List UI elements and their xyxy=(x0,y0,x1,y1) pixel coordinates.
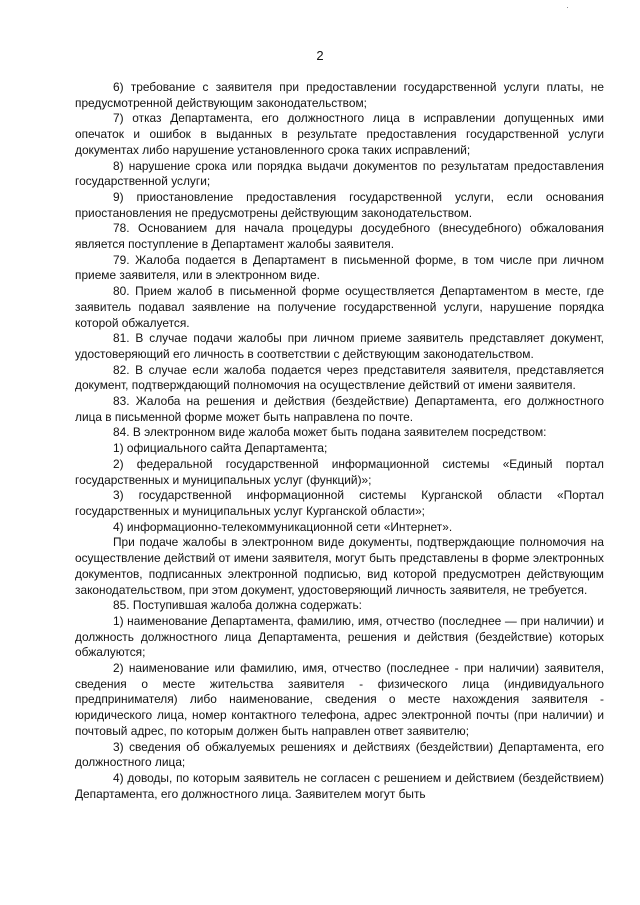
paragraph: При подаче жалобы в электронном виде документы, подтверждающие полномочия на осуществление действий от имени заявителя, могут быть представлены в форме электронных документов, подписанных электронной подписью, вид которой предусмотрен действующим законодательством, при этом документ, удостоверяющий личность заявителя, не требуется. xyxy=(75,535,604,597)
paragraph: 4) информационно-телекоммуникационной сети «Интернет». xyxy=(113,519,453,534)
paragraph: 83. Жалоба на решения и действия (бездействие) Департамента, его должностного лица в письменной форме может быть направлена по почте. xyxy=(75,394,604,424)
paragraph: 80. Прием жалоб в письменной форме осуществляется Департаментом в месте, где заявитель подавал заявление на получение государственной услуги, нарушение порядка которой обжалуется. xyxy=(75,284,604,330)
paragraph: 1) наименование Департамента, фамилию, имя, отчество (последнее — при наличии) и должность должностного лица Департамента, решения и действия (бездействие) которых обжалуются; xyxy=(75,613,604,660)
paragraph: 79. Жалоба подается в Департамент в письменной форме, в том числе при личном приеме заявителя, или в электронном виде. xyxy=(75,252,604,283)
paragraph: 9) приостановление предоставления государственной услуги, если основания приостановления не предусмотрены действующим законодательством. xyxy=(75,189,604,220)
paragraph: 3) сведения об обжалуемых решениях и действиях (бездействии) Департамента, его должностного лица; xyxy=(75,739,604,770)
paragraph: 3) государственной информационной системы Курганской области «Портал государственных и муниципальных услуг Курганской области»; xyxy=(75,488,604,518)
paragraph: 2) наименование или фамилию, имя, отчество (последнее - при наличии) заявителя, сведения о месте жительства заявителя - физического лица (индивидуального предпринимателя) либо наименование, сведения о месте нахождения заявителя - юридического лица, номер контактного телефона, адрес электронной почты (при наличии) и почтовый адрес, по которым должен быть направлен ответ заявителю; xyxy=(75,661,604,738)
paragraph: 4) доводы, по которым заявитель не согласен с решением и действием (бездействием) Департамента, его должностного лица. Заявителем могут быть xyxy=(75,770,604,801)
paragraph: 2) федеральной государственной информационной системы «Единый портал государственных и муниципальных услуг (функций)»; xyxy=(75,456,604,487)
paragraph: 85. Поступившая жалоба должна содержать: xyxy=(113,598,362,613)
paragraph: 7) отказ Департамента, его должностного лица в исправлении допущенных ими опечаток и ошибок в выданных в результате предоставления государственной услуги документах либо нарушение установленного срока таких исправлений; xyxy=(75,111,604,157)
paragraph: 84. В электронном виде жалоба может быть подана заявителем посредством: xyxy=(113,425,547,440)
corner-mark: · xyxy=(566,2,569,12)
paragraph: 82. В случае если жалоба подается через представителя заявителя, представляется документ, подтверждающий полномочия на осуществление действий от имени заявителя. xyxy=(75,362,604,393)
document-body xyxy=(75,80,604,802)
paragraph: 78. Основанием для начала процедуры досудебного (внесудебного) обжалования является поступление в Департамент жалобы заявителя. xyxy=(75,221,604,252)
paragraph: 1) официального сайта Департамента; xyxy=(113,441,328,456)
page-number: 2 xyxy=(316,48,324,63)
paragraph: 81. В случае подачи жалобы при личном приеме заявитель представляет документ, удостоверяющий его личность в соответствии с действующим законодательством. xyxy=(75,331,604,361)
paragraph: 8) нарушение срока или порядка выдачи документов по результатам предоставления государственной услуги; xyxy=(75,158,604,189)
paragraph: 6) требование с заявителя при предоставлении государственной услуги платы, не предусмотренной действующим законодательством; xyxy=(75,80,604,110)
